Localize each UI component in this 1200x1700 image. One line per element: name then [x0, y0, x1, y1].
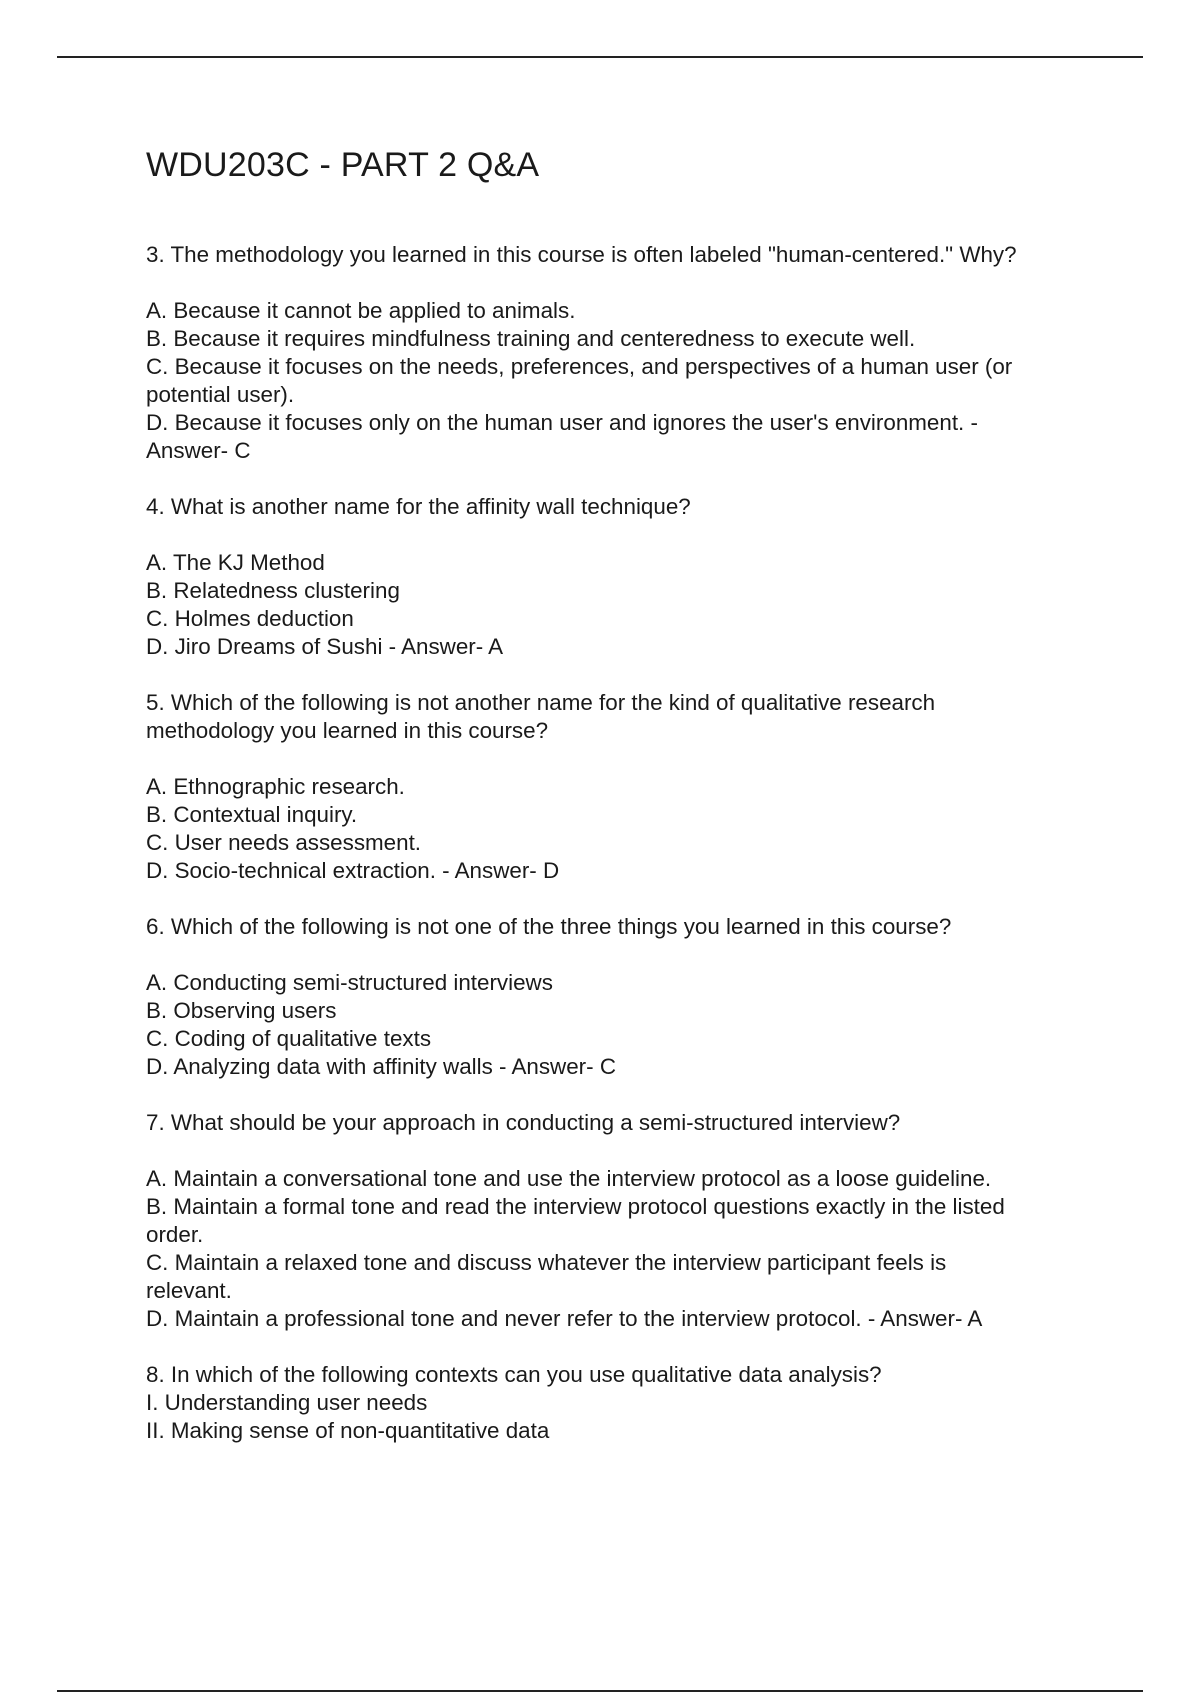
answer-option	[146, 297, 1096, 325]
option-line: A. Ethnographic research.	[146, 774, 405, 799]
question-block	[146, 913, 1096, 1081]
question-text	[146, 689, 1096, 745]
qa-list	[146, 241, 1096, 1473]
option-line: C. Maintain a relaxed tone and discuss whatever the interview participant feels is	[146, 1250, 947, 1275]
question-block	[146, 689, 1096, 885]
answer-option	[146, 969, 1096, 997]
option-line: A. Conducting semi-structured interviews	[146, 970, 553, 995]
answer-option	[146, 325, 1096, 353]
question-block	[146, 493, 1096, 661]
answer-option	[146, 857, 1096, 885]
answer-option	[146, 773, 1096, 801]
answer-option	[146, 829, 1096, 857]
option-line: II. Making sense of non-quantitative data	[146, 1418, 550, 1443]
answer-option	[146, 801, 1096, 829]
answer-option	[146, 549, 1096, 577]
option-line: B. Maintain a formal tone and read the interview protocol questions exactly in the listed	[146, 1194, 1005, 1219]
option-line: B. Contextual inquiry.	[146, 802, 358, 827]
option-line: C. Because it focuses on the needs, preferences, and perspectives of a human user (or	[146, 354, 1013, 379]
question-block	[146, 1109, 1096, 1333]
question-line: 4. What is another name for the affinity wall technique?	[146, 494, 691, 519]
question-text	[146, 1361, 1096, 1389]
document-title: WDU203C - PART 2 Q&A	[146, 146, 540, 184]
option-line: potential user).	[146, 382, 295, 407]
bottom-divider	[57, 1690, 1143, 1692]
question-line: 5. Which of the following is not another name for the kind of qualitative research	[146, 690, 936, 715]
answer-option	[146, 353, 1096, 409]
answer-option	[146, 1193, 1096, 1249]
option-line: D. Maintain a professional tone and never refer to the interview protocol. - Answer- A	[146, 1306, 983, 1331]
option-line: relevant.	[146, 1278, 232, 1303]
option-line: D. Jiro Dreams of Sushi - Answer- A	[146, 634, 504, 659]
option-line: A. The KJ Method	[146, 550, 325, 575]
question-line: 8. In which of the following contexts can you use qualitative data analysis?	[146, 1362, 882, 1387]
answer-option	[146, 409, 1096, 465]
option-line: C. Coding of qualitative texts	[146, 1026, 432, 1051]
option-line: B. Observing users	[146, 998, 337, 1023]
option-line: D. Analyzing data with affinity walls - Answer- C	[146, 1054, 616, 1079]
question-text	[146, 913, 1096, 941]
option-line: D. Because it focuses only on the human user and ignores the user's environment. -	[146, 410, 978, 435]
answer-option	[146, 997, 1096, 1025]
question-block	[146, 241, 1096, 465]
question-line: methodology you learned in this course?	[146, 718, 549, 743]
answer-option	[146, 1389, 1096, 1417]
option-line: order.	[146, 1222, 204, 1247]
question-text	[146, 1109, 1096, 1137]
question-line: 6. Which of the following is not one of the three things you learned in this course?	[146, 914, 952, 939]
answer-option	[146, 633, 1096, 661]
answer-option	[146, 1249, 1096, 1305]
answer-option	[146, 1025, 1096, 1053]
option-line: I. Understanding user needs	[146, 1390, 428, 1415]
question-text	[146, 493, 1096, 521]
answer-option	[146, 1053, 1096, 1081]
question-block	[146, 1361, 1096, 1445]
option-line: A. Because it cannot be applied to animals.	[146, 298, 576, 323]
answer-option	[146, 1305, 1096, 1333]
option-line: C. User needs assessment.	[146, 830, 422, 855]
question-text	[146, 241, 1096, 269]
question-line: 7. What should be your approach in conducting a semi-structured interview?	[146, 1110, 901, 1135]
option-line: Answer- C	[146, 438, 251, 463]
answer-option	[146, 605, 1096, 633]
top-divider	[57, 56, 1143, 58]
answer-option	[146, 1417, 1096, 1445]
option-line: B. Relatedness clustering	[146, 578, 400, 603]
option-line: A. Maintain a conversational tone and use the interview protocol as a loose guideline.	[146, 1166, 992, 1191]
answer-option	[146, 577, 1096, 605]
option-line: D. Socio-technical extraction. - Answer- D	[146, 858, 560, 883]
option-line: B. Because it requires mindfulness training and centeredness to execute well.	[146, 326, 916, 351]
option-line: C. Holmes deduction	[146, 606, 354, 631]
answer-option	[146, 1165, 1096, 1193]
question-line: 3. The methodology you learned in this course is often labeled "human-centered." Why?	[146, 242, 1017, 267]
